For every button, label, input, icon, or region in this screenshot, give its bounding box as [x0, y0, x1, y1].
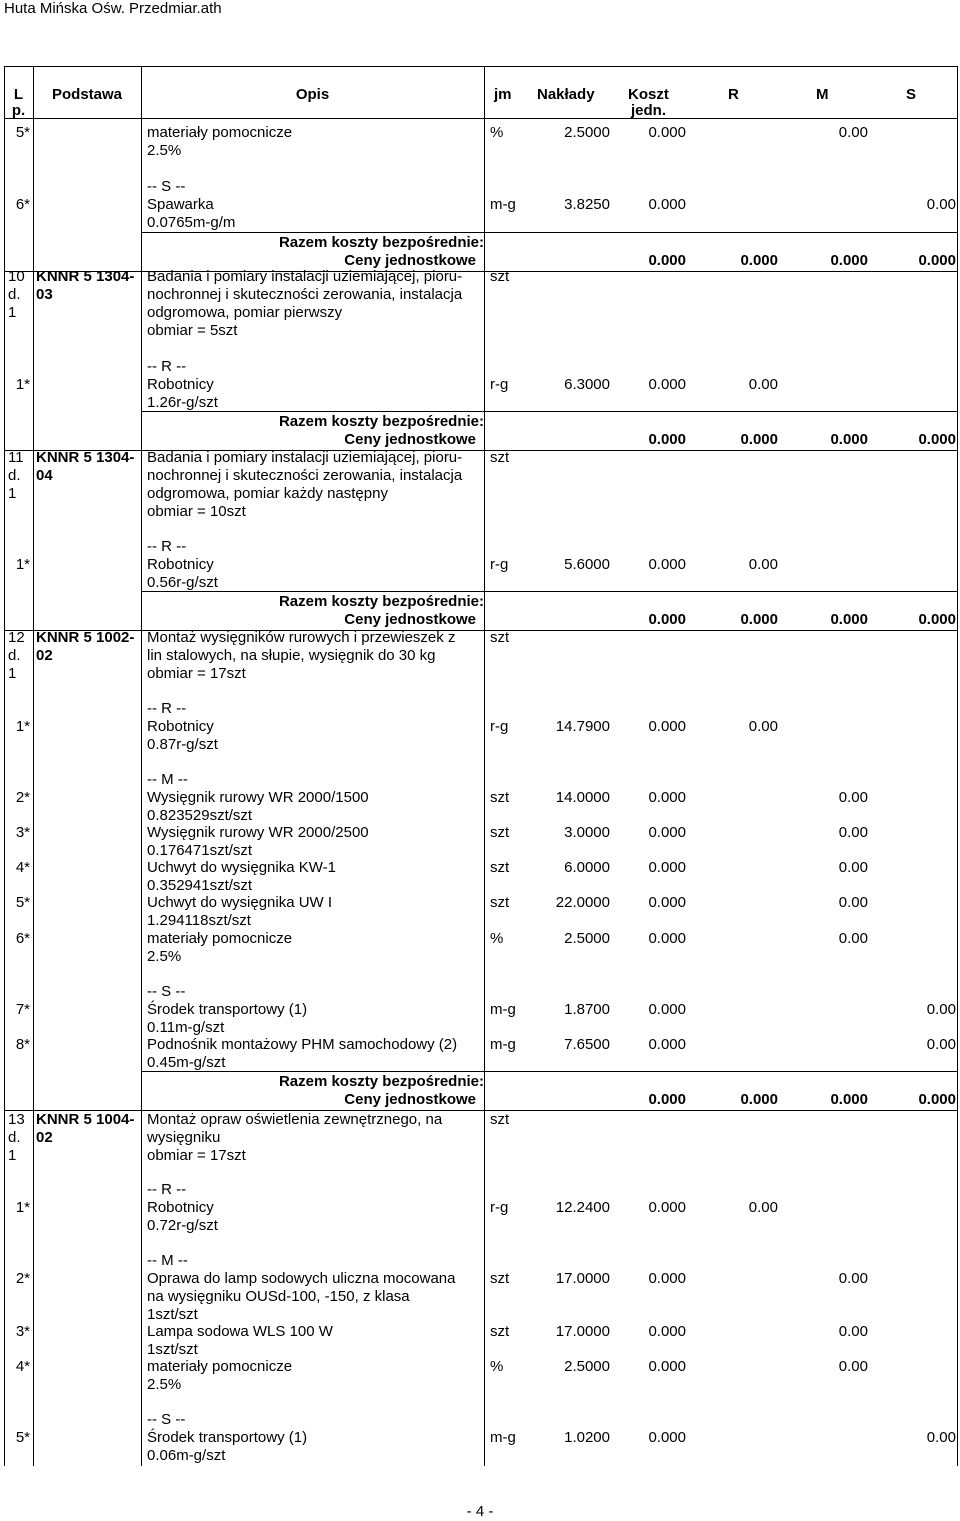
- sub-item-description: Uchwyt do wysięgnika KW-1: [147, 859, 336, 876]
- summary-direct-costs-label: Razem koszty bezpośrednie:: [278, 1073, 484, 1090]
- position-unit: szt: [490, 449, 510, 466]
- quantity: 2.5000: [564, 124, 610, 141]
- summary-unit-prices-label: Ceny jednostkowe: [344, 431, 476, 448]
- quantity: 17.0000: [555, 1323, 610, 1340]
- section-marker: -- S --: [147, 983, 186, 1000]
- unit: szt: [490, 789, 510, 806]
- unit: %: [490, 930, 504, 947]
- unit-cost: 0.000: [648, 824, 686, 841]
- position-description: lin stalowych, na słupie, wysięgnik do 30 kg: [147, 647, 436, 664]
- unit-cost: 0.000: [648, 1001, 686, 1018]
- sub-item-number: 5*: [15, 894, 30, 911]
- section-marker: -- R --: [147, 538, 187, 555]
- position-number: 13: [8, 1111, 25, 1128]
- summary-value: 0.000: [918, 611, 956, 628]
- unit: szt: [490, 1323, 510, 1340]
- sub-item-number: 3*: [15, 824, 30, 841]
- sub-item-description: 2.5%: [147, 948, 182, 965]
- sub-item-number: 5*: [15, 124, 30, 141]
- row-divider: [141, 1071, 957, 1072]
- unit: m-g: [490, 1429, 516, 1446]
- cost-m-value: 0.00: [838, 124, 868, 141]
- unit-cost: 0.000: [648, 859, 686, 876]
- sub-item-number: 1*: [15, 556, 30, 573]
- summary-unit-prices-label: Ceny jednostkowe: [344, 1091, 476, 1108]
- cost-m-value: 0.00: [838, 930, 868, 947]
- document-title: Huta Mińska Ośw. Przedmiar.ath: [4, 0, 222, 17]
- unit-cost: 0.000: [648, 556, 686, 573]
- position-unit: szt: [490, 629, 510, 646]
- summary-direct-costs-label: Razem koszty bezpośrednie:: [278, 234, 484, 251]
- sub-item-number: 1*: [15, 1199, 30, 1216]
- sub-item-description: 1szt/szt: [147, 1341, 198, 1358]
- summary-value: 0.000: [648, 611, 686, 628]
- quantity: 12.2400: [555, 1199, 610, 1216]
- sub-item-description: Środek transportowy (1): [147, 1001, 308, 1018]
- summary-unit-prices-label: Ceny jednostkowe: [344, 611, 476, 628]
- cost-r-value: 0.00: [748, 376, 778, 393]
- summary-value: 0.000: [918, 431, 956, 448]
- sub-item-description: materiały pomocnicze: [147, 1358, 293, 1375]
- summary-value: 0.000: [740, 252, 778, 269]
- sub-item-number: 8*: [15, 1036, 30, 1053]
- summary-direct-costs-label: Razem koszty bezpośrednie:: [278, 413, 484, 430]
- section-marker: -- R --: [147, 358, 187, 375]
- quantity: 2.5000: [564, 930, 610, 947]
- unit: m-g: [490, 1001, 516, 1018]
- sub-item-description: 1szt/szt: [147, 1306, 198, 1323]
- summary-value: 0.000: [830, 252, 868, 269]
- unit: m-g: [490, 196, 516, 213]
- summary-value: 0.000: [648, 252, 686, 269]
- unit: r-g: [490, 718, 509, 735]
- unit-cost: 0.000: [648, 930, 686, 947]
- summary-value: 0.000: [918, 1091, 956, 1108]
- header-koszt: Koszt: [628, 86, 669, 103]
- summary-value: 0.000: [648, 1091, 686, 1108]
- section-marker: -- S --: [147, 1411, 186, 1428]
- sub-item-description: 0.06m-g/szt: [147, 1447, 226, 1464]
- unit: m-g: [490, 1036, 516, 1053]
- sub-item-description: 2.5%: [147, 1376, 182, 1393]
- cost-m-value: 0.00: [838, 859, 868, 876]
- summary-value: 0.000: [918, 252, 956, 269]
- sub-item-number: 3*: [15, 1323, 30, 1340]
- summary-value: 0.000: [740, 611, 778, 628]
- sub-item-number: 7*: [15, 1001, 30, 1018]
- unit-cost: 0.000: [648, 1358, 686, 1375]
- sub-item-description: 0.0765m-g/m: [147, 214, 236, 231]
- position-basis: KNNR 5 1004-: [36, 1111, 135, 1128]
- unit-cost: 0.000: [648, 376, 686, 393]
- cost-s-value: 0.00: [926, 1429, 956, 1446]
- quantity: 1.8700: [564, 1001, 610, 1018]
- sub-item-description: Uchwyt do wysięgnika UW I: [147, 894, 333, 911]
- position-number: d.: [8, 647, 21, 664]
- row-divider: [141, 411, 957, 412]
- sub-item-description: 0.45m-g/szt: [147, 1054, 226, 1071]
- header-opis: Opis: [295, 86, 330, 103]
- unit-cost: 0.000: [648, 196, 686, 213]
- header-lp-line1: L: [13, 86, 24, 103]
- cost-m-value: 0.00: [838, 894, 868, 911]
- unit: %: [490, 124, 504, 141]
- header-jm: jm: [494, 86, 512, 103]
- header-s: S: [906, 86, 917, 103]
- summary-value: 0.000: [740, 1091, 778, 1108]
- quantity: 6.0000: [564, 859, 610, 876]
- sub-item-number: 1*: [15, 376, 30, 393]
- cost-m-value: 0.00: [838, 1270, 868, 1287]
- sub-item-description: Oprawa do lamp sodowych uliczna mocowana: [147, 1270, 456, 1287]
- position-number: d.: [8, 1129, 21, 1146]
- sub-item-number: 4*: [15, 859, 30, 876]
- unit: r-g: [490, 556, 509, 573]
- position-basis: KNNR 5 1002-: [36, 629, 135, 646]
- unit: r-g: [490, 1199, 509, 1216]
- position-number: d.: [8, 467, 21, 484]
- position-basis: 03: [36, 286, 53, 303]
- sub-item-number: 2*: [15, 789, 30, 806]
- position-basis: KNNR 5 1304-: [36, 449, 135, 466]
- cost-s-value: 0.00: [926, 1001, 956, 1018]
- position-description: Badania i pomiary instalacji uziemiającej, pioru-: [147, 268, 463, 285]
- sub-item-description: Środek transportowy (1): [147, 1429, 308, 1446]
- quantity: 22.0000: [555, 894, 610, 911]
- section-marker: -- M --: [147, 1252, 188, 1269]
- position-number: 1: [8, 665, 17, 682]
- position-basis: 04: [36, 467, 53, 484]
- position-description: Badania i pomiary instalacji uziemiającej, pioru-: [147, 449, 463, 466]
- unit: szt: [490, 1270, 510, 1287]
- position-unit: szt: [490, 1111, 510, 1128]
- summary-value: 0.000: [740, 431, 778, 448]
- summary-direct-costs-label: Razem koszty bezpośrednie:: [278, 593, 484, 610]
- position-basis: KNNR 5 1304-: [36, 268, 135, 285]
- position-number: d.: [8, 286, 21, 303]
- cost-m-value: 0.00: [838, 1358, 868, 1375]
- summary-value: 0.000: [830, 1091, 868, 1108]
- section-marker: -- S --: [147, 178, 186, 195]
- sub-item-number: 4*: [15, 1358, 30, 1375]
- sub-item-description: 1.294118szt/szt: [147, 912, 251, 929]
- unit-cost: 0.000: [648, 124, 686, 141]
- cost-r-value: 0.00: [748, 1199, 778, 1216]
- sub-item-number: 6*: [15, 196, 30, 213]
- header-naklady: Nakłady: [537, 86, 595, 103]
- sub-item-description: Wysięgnik rurowy WR 2000/1500: [147, 789, 369, 806]
- sub-item-description: 0.56r-g/szt: [147, 574, 218, 591]
- section-marker: -- M --: [147, 771, 188, 788]
- unit: szt: [490, 859, 510, 876]
- position-description: nochronnej i skuteczności zerowania, instalacja: [147, 467, 463, 484]
- unit-cost: 0.000: [648, 1323, 686, 1340]
- quantity: 7.6500: [564, 1036, 610, 1053]
- position-basis: 02: [36, 1129, 53, 1146]
- unit-cost: 0.000: [648, 1429, 686, 1446]
- section-marker: -- R --: [147, 1181, 187, 1198]
- cost-m-value: 0.00: [838, 1323, 868, 1340]
- sub-item-description: 0.87r-g/szt: [147, 736, 218, 753]
- position-description: obmiar = 10szt: [147, 503, 246, 520]
- position-description: odgromowa, pomiar pierwszy: [147, 304, 343, 321]
- position-description: wysięgniku: [147, 1129, 221, 1146]
- row-divider: [141, 232, 957, 233]
- sub-item-description: 1.26r-g/szt: [147, 394, 218, 411]
- header-podstawa: Podstawa: [51, 86, 123, 103]
- position-description: Montaż wysięgników rurowych i przewieszek z: [147, 629, 456, 646]
- quantity: 17.0000: [555, 1270, 610, 1287]
- cost-r-value: 0.00: [748, 556, 778, 573]
- sub-item-description: 0.176471szt/szt: [147, 842, 253, 859]
- sub-item-number: 2*: [15, 1270, 30, 1287]
- unit-cost: 0.000: [648, 1036, 686, 1053]
- sub-item-number: 1*: [15, 718, 30, 735]
- sub-item-description: Robotnicy: [147, 556, 214, 573]
- unit: szt: [490, 824, 510, 841]
- page-number: - 4 -: [466, 1503, 494, 1520]
- cost-s-value: 0.00: [926, 1036, 956, 1053]
- summary-value: 0.000: [830, 611, 868, 628]
- quantity: 6.3000: [564, 376, 610, 393]
- cost-m-value: 0.00: [838, 824, 868, 841]
- header-lp-line2: p.: [11, 102, 26, 119]
- unit-cost: 0.000: [648, 718, 686, 735]
- position-number: 1: [8, 304, 17, 321]
- quantity: 3.8250: [564, 196, 610, 213]
- position-number: 10: [8, 268, 25, 285]
- position-description: obmiar = 17szt: [147, 1147, 246, 1164]
- position-number: 12: [8, 629, 25, 646]
- sub-item-description: Wysięgnik rurowy WR 2000/2500: [147, 824, 369, 841]
- unit: r-g: [490, 376, 509, 393]
- sub-item-description: Lampa sodowa WLS 100 W: [147, 1323, 333, 1340]
- position-description: obmiar = 5szt: [147, 322, 238, 339]
- sub-item-description: 0.352941szt/szt: [147, 877, 253, 894]
- sub-item-description: materiały pomocnicze: [147, 930, 293, 947]
- position-number: 11: [8, 449, 24, 466]
- sub-item-description: Spawarka: [147, 196, 214, 213]
- header-r: R: [728, 86, 739, 103]
- row-divider: [141, 591, 957, 592]
- unit: szt: [490, 894, 510, 911]
- quantity: 3.0000: [564, 824, 610, 841]
- sub-item-description: na wysięgniku OUSd-100, -150, z klasa: [147, 1288, 410, 1305]
- header-koszt-jedn: jedn.: [631, 102, 667, 119]
- position-basis: 02: [36, 647, 53, 664]
- summary-value: 0.000: [648, 431, 686, 448]
- unit-cost: 0.000: [648, 894, 686, 911]
- summary-unit-prices-label: Ceny jednostkowe: [344, 252, 476, 269]
- sub-item-description: Robotnicy: [147, 1199, 214, 1216]
- section-marker: -- R --: [147, 700, 187, 717]
- quantity: 14.7900: [555, 718, 610, 735]
- sub-item-number: 5*: [15, 1429, 30, 1446]
- sub-item-number: 6*: [15, 930, 30, 947]
- cost-s-value: 0.00: [926, 196, 956, 213]
- sub-item-description: materiały pomocnicze: [147, 124, 293, 141]
- unit-cost: 0.000: [648, 1199, 686, 1216]
- summary-value: 0.000: [830, 431, 868, 448]
- sub-item-description: Robotnicy: [147, 376, 214, 393]
- sub-item-description: 0.823529szt/szt: [147, 807, 253, 824]
- position-number: 1: [8, 1147, 17, 1164]
- quantity: 5.6000: [564, 556, 610, 573]
- quantity: 2.5000: [564, 1358, 610, 1375]
- position-description: odgromowa, pomiar każdy następny: [147, 485, 388, 502]
- position-description: nochronnej i skuteczności zerowania, instalacja: [147, 286, 463, 303]
- position-description: obmiar = 17szt: [147, 665, 246, 682]
- sub-item-description: 0.11m-g/szt: [147, 1019, 225, 1036]
- sub-item-description: Robotnicy: [147, 718, 214, 735]
- cost-m-value: 0.00: [838, 789, 868, 806]
- position-description: Montaż opraw oświetlenia zewnętrznego, na: [147, 1111, 443, 1128]
- unit: %: [490, 1358, 504, 1375]
- position-unit: szt: [490, 268, 510, 285]
- cost-r-value: 0.00: [748, 718, 778, 735]
- sub-item-description: Podnośnik montażowy PHM samochodowy (2): [147, 1036, 458, 1053]
- header-m: M: [816, 86, 829, 103]
- quantity: 14.0000: [555, 789, 610, 806]
- quantity: 1.0200: [564, 1429, 610, 1446]
- unit-cost: 0.000: [648, 789, 686, 806]
- sub-item-description: 2.5%: [147, 142, 182, 159]
- sub-item-description: 0.72r-g/szt: [147, 1217, 218, 1234]
- position-number: 1: [8, 485, 17, 502]
- unit-cost: 0.000: [648, 1270, 686, 1287]
